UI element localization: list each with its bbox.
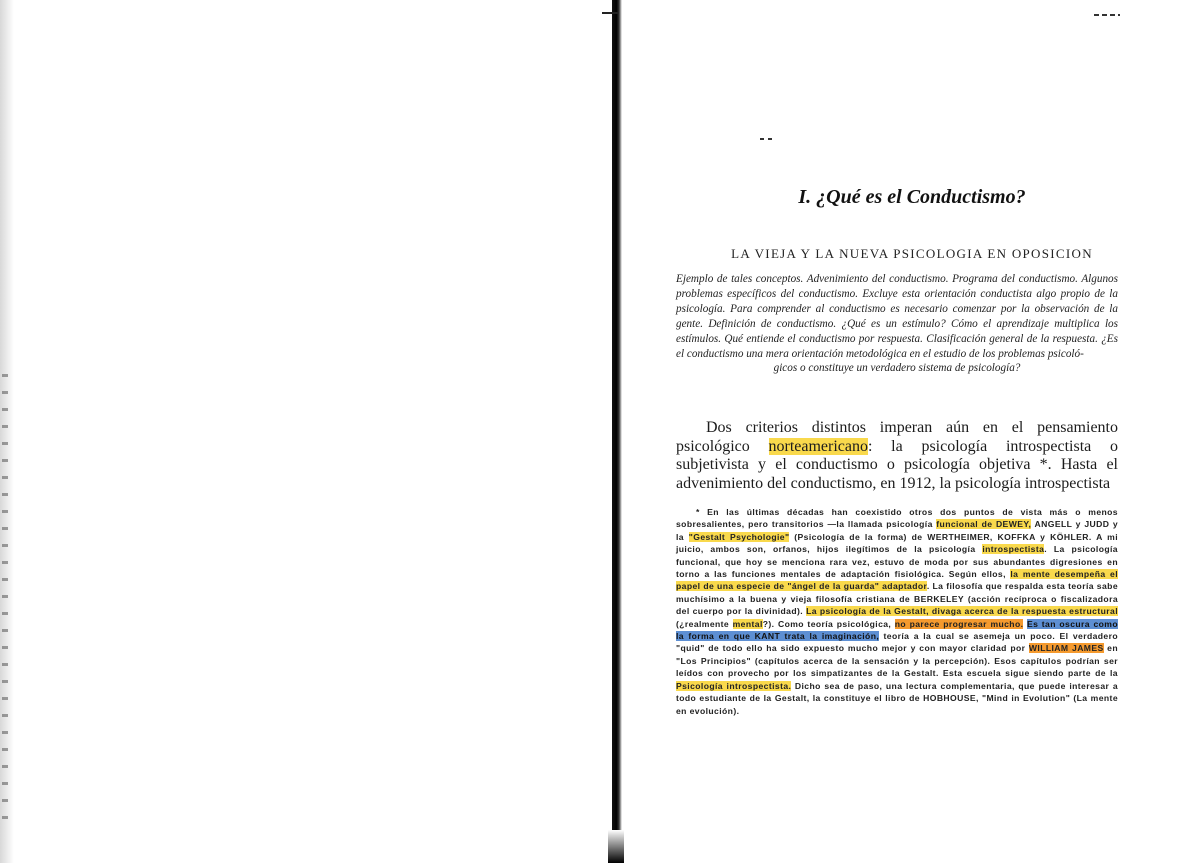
fn-highlight-gestalt-divaga: La psicología de la Gestalt, divaga acerca de la respuesta estructural bbox=[806, 606, 1118, 617]
fn-highlight-william-james: WILLIAM JAMES bbox=[1028, 643, 1104, 654]
section-heading: LA VIEJA Y LA NUEVA PSICOLOGIA EN OPOSICION bbox=[731, 246, 1093, 261]
fn-text-2: ANGELL y JUDD y la bbox=[676, 519, 1119, 542]
top-right-mark bbox=[1094, 14, 1120, 16]
gutter-top-mark bbox=[602, 12, 618, 14]
footnote bbox=[676, 506, 1118, 717]
fn-text-4: . La psicología funcional, que hoy se menciona rara vez, estuvo de moda por sus abundantes digresiones en torno a las funciones mentales de adaptación fisiológica. Según ellos, bbox=[676, 544, 1118, 580]
chapter-title: I. ¿Qué es el Conductismo? bbox=[798, 186, 1026, 208]
fn-highlight-mente: la mente desempeña el papel de una especie de "ángel de la guarda" adaptador bbox=[676, 569, 1119, 592]
fn-text-3: (Psicología de la forma) de WERTHEIMER, KOFFKA y KÖHLER. A mi juicio, ambos son, orfanos, hijos ilegítimos de la psicología bbox=[676, 531, 1118, 555]
fn-highlight-no-parece: no parece progresar mucho. bbox=[894, 618, 1024, 629]
fn-text-7: ?). Como teoría psicológica, bbox=[762, 618, 895, 629]
fn-text-5: . La filosofía que respalda esta teoría sabe muchísimo a la buena y vieja filosofía cristiana de BERKELEY (acción recíproca o fiscalizadora del cuerpo por la divinidad). bbox=[676, 581, 1118, 617]
body-text-2: : la psicología introspectista o subjetivista y el conductismo o psicología objetiva *. Hasta el advenimiento del conductismo, en 1912, la psicología introspectista bbox=[676, 437, 1118, 492]
body-text-1: Dos criterios distintos imperan aún en el pensamiento psicológico bbox=[676, 419, 1118, 455]
fn-text-1: * En las últimas décadas han coexistido otros dos puntos de vista más o menos sobresalientes, pero transitorios —la llamada psicología bbox=[676, 507, 1118, 530]
fn-highlight-introspectista: introspectista bbox=[982, 544, 1045, 555]
fn-highlight-gestalt: "Gestalt Psychologie" bbox=[688, 531, 790, 542]
fn-text-6: (¿realmente bbox=[676, 618, 733, 629]
book-gutter bbox=[612, 0, 622, 863]
fn-highlight-mental: mental bbox=[732, 618, 763, 629]
chapter-summary bbox=[676, 272, 1118, 376]
fn-text-9: teoría a la cual se asemeja un poco. El verdadero "quid" de todo ello ha sido expuesto mucho mejor y con mayor claridad por bbox=[676, 631, 1118, 654]
summary-text: Ejemplo de tales conceptos. Advenimiento del conductismo. Programa del conductismo. Algunos problemas específicos del conductismo. Excluye esta orientación conductista algo propio de la psicología. Para comprender al conductismo es necesario comenzar por la observación de la gente. Definición de conductismo. ¿Qué es un estímulo? Cómo el aprendizaje multiplica los estímulos. Qué entiende el conductismo por respuesta. Clasificación general de la respuesta. ¿Es el conductismo una mera orientación metodológica en el estudio de los problemas psicoló- bbox=[676, 273, 1118, 360]
summary-last-line: gicos o constituye un verdadero sistema de psicología? bbox=[773, 362, 1021, 375]
left-edge-ticks bbox=[2, 360, 8, 830]
fn-highlight-funcional: funcional de DEWEY, bbox=[936, 519, 1032, 530]
fn-highlight-psicologia-introspectista: Psicología introspectista. bbox=[676, 680, 792, 691]
fn-text-11: Dicho sea de paso, una lectura complementaria, que puede interesar a todo estudiante de la Gestalt, la constituye el libro de HOBHOUSE, "Mind in Evolution" (La mente en evolución). bbox=[676, 680, 1118, 716]
highlight-norteamericano: norteamericano bbox=[768, 437, 868, 455]
fn-highlight-kant: Es tan oscura como la forma en que KANT trata la imaginación, bbox=[676, 618, 1118, 642]
body-paragraph bbox=[676, 419, 1118, 493]
fn-text-10: en "Los Principios" (capítulos acerca de la sensación y la percepción). Esos capítulos podrían ser leídos con provecho por los simpatizantes de la Gestalt. Esta escuela sigue siendo parte de la bbox=[676, 643, 1118, 679]
scan-speck bbox=[760, 138, 774, 140]
